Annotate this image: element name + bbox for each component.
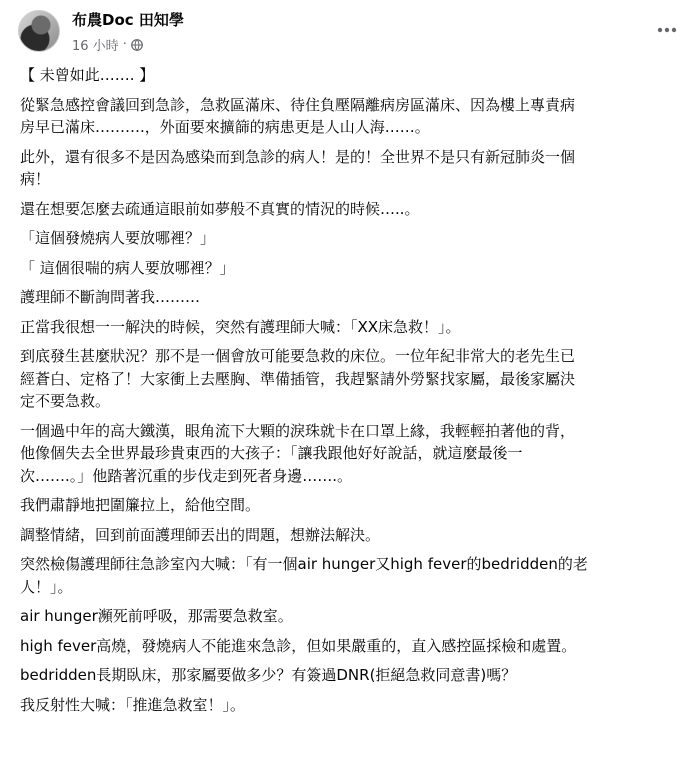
post-timestamp[interactable]: 16 小時 — [72, 39, 119, 54]
post-paragraph: 還在想要怎麼去疏通這眼前如夢般不真實的情況的時候…..。 — [20, 199, 420, 218]
post-paragraph: bedridden長期臥床，那家屬要做多少？有簽過DNR(拒絕急救同意書)嗎？ — [20, 666, 517, 684]
post-paragraph: 突然檢傷護理師往急診室內大喊：「有一個air hunger又high fever的bedridden的老 人！」。 — [20, 555, 588, 596]
post-paragraph: 從緊急感控會議回到急診，急救區滿床、待住負壓隔離病房區滿床、因為樓上專責病 房早已滿床……….，外面要來擴篩的病患更是人山人海……。 — [20, 95, 576, 136]
post-header — [0, 0, 697, 62]
avatar[interactable] — [18, 10, 60, 52]
post-paragraph: 「 這個很喘的病人要放哪裡？」 — [20, 258, 235, 277]
post-paragraph: air hunger瀕死前呼吸，那需要急救室。 — [20, 607, 293, 625]
globe-icon[interactable] — [131, 39, 143, 51]
meta-separator: · — [122, 37, 127, 52]
more-horizontal-icon[interactable] — [653, 16, 681, 44]
post-body — [20, 64, 680, 716]
post-paragraph: 到底發生甚麼狀況？那不是一個會放可能要急救的床位。一位年紀非常大的老先生已 經蒼白、定格了！大家衝上去壓胸、準備插管，我趕緊請外勞緊找家屬，最後家屬決 定不要急救。 — [20, 347, 576, 410]
post-paragraph: 調整情緒，回到前面護理師丟出的問題，想辦法解決。 — [20, 525, 381, 544]
post-paragraph: 我反射性大喊：「推進急救室！」。 — [20, 695, 246, 714]
post-paragraph: 正當我很想一一解決的時候，突然有護理師大喊：「XX床急救！」。 — [20, 317, 461, 336]
post-paragraph: 此外，還有很多不是因為感染而到急診的病人！是的！全世界不是只有新冠肺炎一個 病！ — [20, 147, 576, 188]
post-paragraph: 「這個發燒病人要放哪裡？」 — [20, 229, 216, 247]
author-name[interactable]: 布農Doc 田知學 — [72, 11, 184, 29]
post-meta — [72, 35, 143, 54]
post-paragraph: 【 未曾如此……. 】 — [20, 66, 155, 84]
post-paragraph: 我們肅靜地把圍簾拉上，給他空間。 — [20, 496, 261, 514]
post-paragraph: high fever高燒，發燒病人不能進來急診，但如果嚴重的，直入感控區採檢和處置。 — [20, 636, 577, 655]
post-paragraph: 護理師不斷詢問著我……… — [20, 288, 201, 306]
post-paragraph: 一個過中年的高大鐵漢，眼角流下大顆的淚珠就卡在口罩上緣，我輕輕拍著他的背， 他像個失去全世界最珍貴東西的大孩子：「讓我跟他好好說話，就這麼最後一 次…….。」他踏著沉重的步伐走到死者身邊…….。 — [20, 421, 576, 485]
